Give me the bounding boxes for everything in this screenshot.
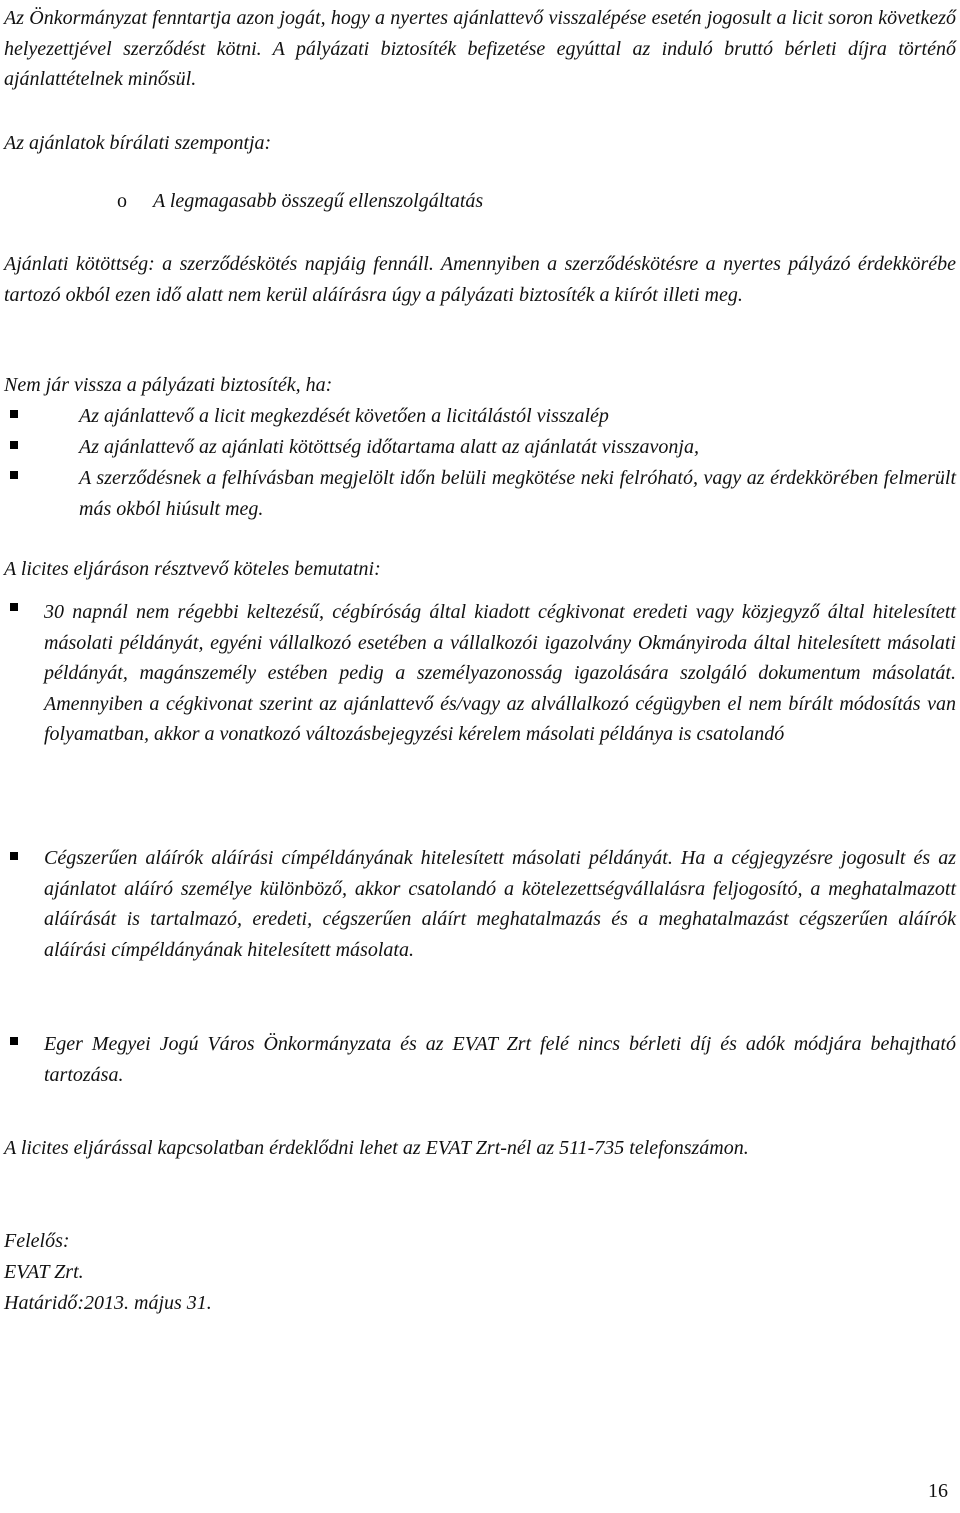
participant-item: Cégszerűen aláírók aláírási címpéldányának hitelesített másolati példányát. Ha a cégjegyzésre jogosult és az ajánlatot aláíró személye különböző, akkor csatolandó a kötelezettségvállalásra feljogosító, a meghatalmazott aláírását is tartalmazó, eredeti, cégszerűen aláírt meghatalmazás és a meghatalmazást cégszerűen aláírók aláírási címpéldányának hitelesített másolata. (44, 847, 956, 961)
deposit-heading: Nem jár vissza a pályázati biztosíték, ha: (4, 374, 333, 396)
paragraph-right-of-withdrawal: Az Önkormányzat fenntartja azon jogát, hogy a nyertes ajánlattevő visszalépése esetén jogosult a licit soron következő helyezettjével szerződést kötni. A pályázati biztosíték befizetése egyúttal az induló bruttó bérleti díjra történő ajánlattételnek minősül. (4, 7, 956, 90)
contact-paragraph: A licites eljárással kapcsolatban érdeklődni lehet az EVAT Zrt-nél az 511-735 telefonszámon. (4, 1137, 749, 1159)
participant-item: 30 napnál nem régebbi keltezésű, cégbíróság által kiadott cégkivonat eredeti vagy közjegyző által hitelesített másolati példányát, egyéni vállalkozó esetében a vállalkozói igazolvány Okmányiroda által hitelesített másolati példányát, magánszemély estében pedig a személyazonosság igazolására szolgáló dokumentum másolatát. Amennyiben a cégkivonat szerint az ajánlattevő és/vagy az alvállalkozó cégügyben el nem bírált módosítás van folyamatban, akkor a vonatkozó változásbejegyzési kérelem másolati példánya is csatolandó (44, 601, 956, 745)
deposit-item: Az ajánlattevő az ajánlati kötöttség időtartama alatt az ajánlatát visszavonja, (79, 436, 699, 458)
deadline: Határidő:2013. május 31. (4, 1292, 212, 1314)
participant-item: Eger Megyei Jogú Város Önkormányzata és az EVAT Zrt felé nincs bérleti díj és adók módjára behajtható tartozása. (44, 1033, 956, 1086)
participants-heading: A licites eljáráson résztvevő köteles bemutatni: (4, 558, 381, 580)
responsible-value: EVAT Zrt. (4, 1261, 84, 1283)
square-bullet-icon (10, 441, 18, 449)
binding-offer-paragraph: Ajánlati kötöttség: a szerződéskötés napjáig fennáll. Amennyiben a szerződéskötésre a nyertes pályázó érdekkörébe tartozó okból ezen idő alatt nem kerül aláírásra úgy a pályázati biztosíték a kiírót illeti meg. (4, 253, 956, 306)
responsible-label: Felelős: (4, 1230, 70, 1252)
square-bullet-icon (10, 603, 18, 611)
square-bullet-icon (10, 852, 18, 860)
square-bullet-icon (10, 1037, 18, 1045)
criteria-item: A legmagasabb összegű ellenszolgáltatás (153, 190, 484, 212)
page-number: 16 (928, 1480, 948, 1502)
deposit-item: A szerződésnek a felhívásban megjelölt időn belüli megkötése neki felróható, vagy az érdekkörében felmerült más okból hiúsult meg. (79, 467, 956, 520)
square-bullet-icon (10, 410, 18, 418)
square-bullet-icon (10, 471, 18, 479)
criteria-heading: Az ajánlatok bírálati szempontja: (4, 132, 272, 154)
criteria-bullet-marker: o (117, 190, 127, 212)
deposit-item: Az ajánlattevő a licit megkezdését követően a licitálástól visszalép (79, 405, 609, 427)
